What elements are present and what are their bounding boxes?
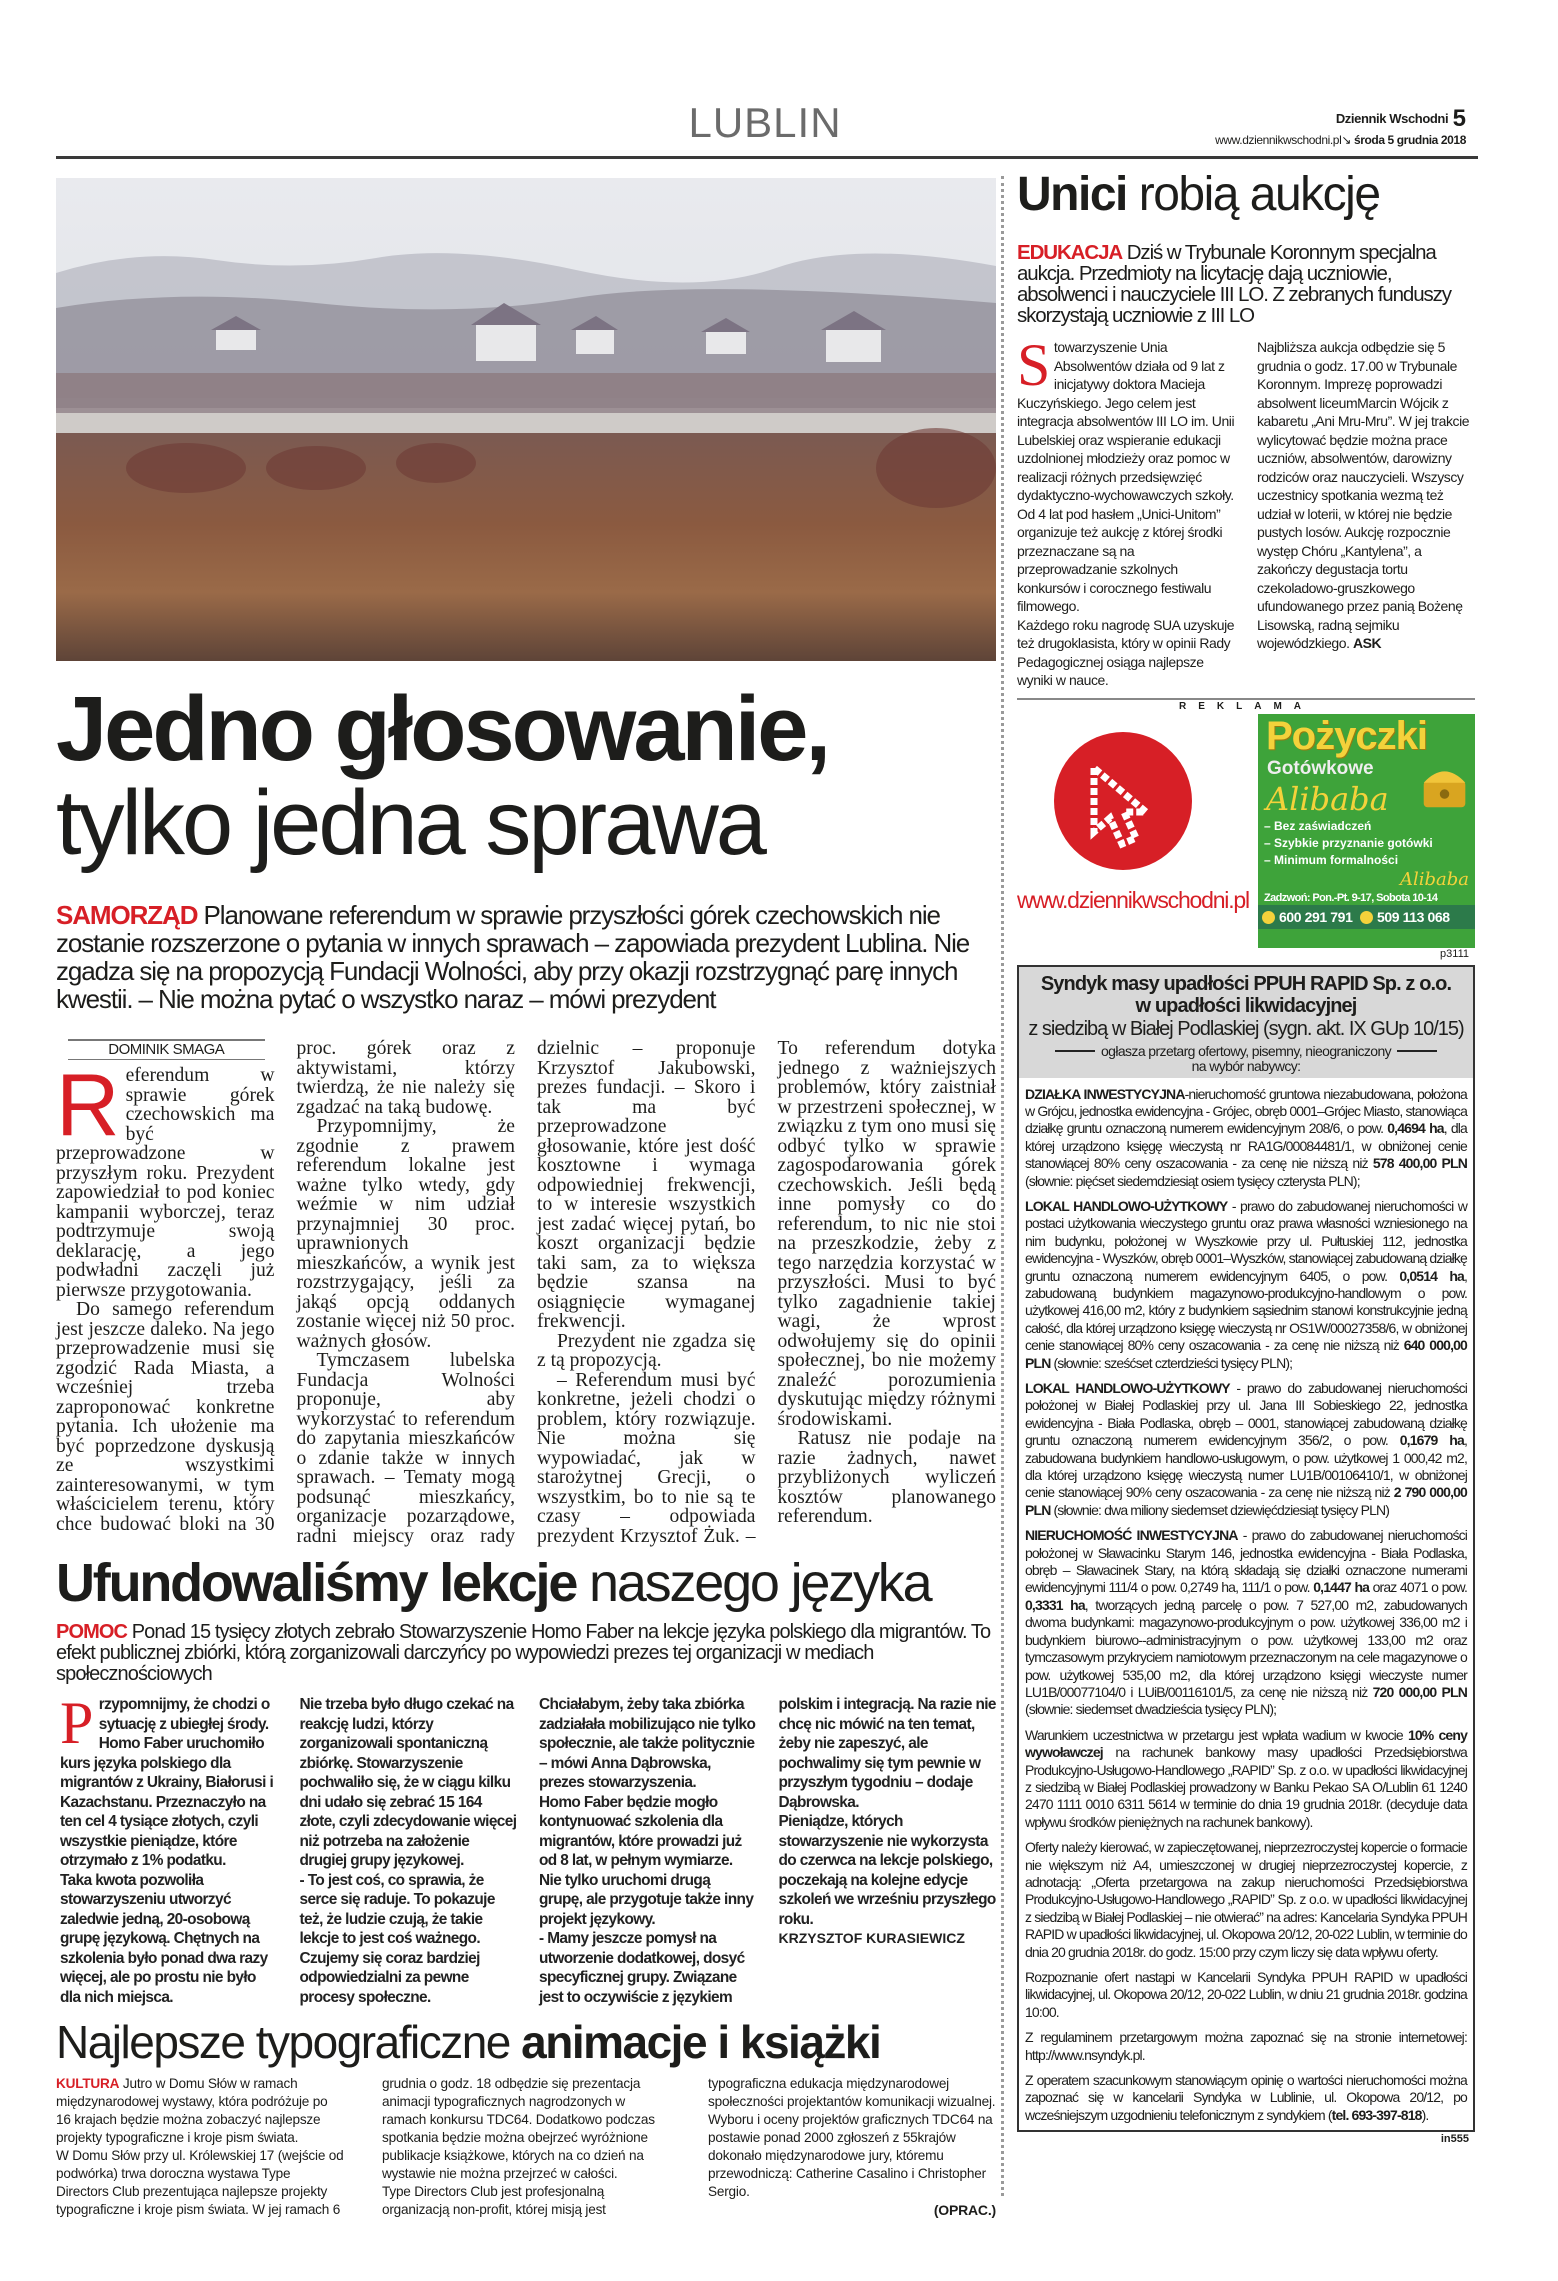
page-number: 5 xyxy=(1452,105,1466,132)
text-run: Z regulaminem przetargowym można zapoznać się na stronie internetowej: http://www.nsyndyk.pl. xyxy=(1025,2029,1467,2063)
text-run: 640 000,00 PLN xyxy=(1025,1337,1467,1371)
headline-line1: Jedno głosowanie, xyxy=(56,678,829,780)
text-run: (słownie: dwa miliony siedemset dziewięćdziesiąt tysięcy PLN) xyxy=(1050,1501,1390,1518)
dash-rule xyxy=(1397,1050,1437,1052)
text-run: , zabudowaną budynkiem magazynowo-produkcyjno-handlowym o pow. użytkowej 416,00 m2, który z budynkiem sąsiednim stanowi konstrukcyjnie jedną całość, dla której urządzono księgę wieczystą nr OS1W/00027358/6, w obniżonej cenie stanowiącej 80% ceny oszacowania - za cenę nie niższą niż xyxy=(1025,1267,1468,1354)
paragraph: Nie trzeba było długo czekać na reakcję ludzi, którzy zorganizowali spontaniczną zbiórkę. Stowarzyszenie pochwaliło się, że w ciągu kilku dni udało się zebrać 15 164 złote, czyli zdecydowanie więcej niż potrzeba na założenie drugiej grupy językowej. xyxy=(299,1696,517,1869)
second-lead xyxy=(56,1622,996,1685)
text-run: -nieruchomość gruntowa niezabudowana, położona w Grójcu, jednostka ewidencyjna - Grójec, obręb 0001–Grójec Miasto, stanowiąca działkę gruntu oznaczoną numerem ewidencyjnym 208/6, o pow. xyxy=(1025,1085,1467,1137)
paragraph: Do samego referendum jest jeszcze daleko. Na jego przeprowadzenie musi się zgodzić Rada Miasta, a wcześniej trzeba zaproponować konkretne pytania. Ich ułożenie ma być poprzedzone dyskusją ze wszystkimi zainteresowanymi, w tym właścicielem terenu, który chce budować bloki na 30 proc. górek oraz z aktywistami, którzy twierdzą, że nie należy się zgadzać na taką budowę. xyxy=(56,1038,515,1535)
loan-ad[interactable] xyxy=(1258,714,1475,948)
ads-row xyxy=(1017,714,1475,948)
legal-paragraph xyxy=(1025,1727,1467,1831)
kicker: SAMORZĄD xyxy=(56,900,198,930)
paragraph: Tymczasem lubelska Fundacja Wolności proponuje, aby wykorzystać to referendum do zapytania mieszkańców o zdanie także w innych sprawach. – Tematy mogą podsunąć mieszkańcy, organizacje pozarządowe, radni miejscy oraz rady dzielnic – proponuje Krzysztof Jakubowski, prezes fundacji. – Skoro i tak ma być przeprowadzone głosowanie, które jest dość kosztowne i wymaga odpowiedniej frekwencji, to w interesie wszystkich jest zadać więcej pytań, bo koszt organizacji będzie taki sam, za to większa będzie szansa na osiągnięcie wymaganej frekwencji. xyxy=(296,1038,756,1547)
legal-paragraph xyxy=(1025,1527,1467,1718)
legal-seat: z siedzibą w Białej Podlaskiej (sygn. akt. IX GUp 10/15) xyxy=(1028,1017,1464,1040)
mobile-phone-icon xyxy=(1262,911,1275,924)
unici-article-body xyxy=(1017,332,1475,690)
unici-lead xyxy=(1017,242,1475,326)
cursor-icon: ↘ xyxy=(1341,133,1351,148)
paragraph: Każdego roku nagrodę SUA uzyskuje też drugoklasista, który w opinii Rady Pedagogicznej osiąga najlepsze wyniki w nauce. xyxy=(1017,616,1235,688)
ad-bullets xyxy=(1258,818,1475,869)
paragraph: Prezydent nie zgadza się z tą propozycją. xyxy=(537,1330,756,1371)
treasure-chest-icon xyxy=(1419,760,1471,812)
legal-paragraph xyxy=(1025,1198,1467,1372)
intro-paragraph xyxy=(56,2075,344,2147)
text-run: - prawo do zabudowanej nieruchomości położonej w Białej Podlaskiej przy ul. Jana III Sobieskiego 22, jednostka ewidencyjna - Biała Podlaska, obręb – 0001, stanowiącej zabudowaną działkę gruntu oznaczoną numerem ewidencyjnym 356/2, o pow. xyxy=(1025,1380,1467,1449)
paragraph: Przypomnijmy, że chodzi o sytuację z ubiegłej środy. Homo Faber uruchomiło kurs języka polskiego dla migrantów z Ukrainy, Białorusi i Kazachstanu. Przeznaczyło na ten cel 4 tysiące złotych, czyli wszystkie pieniądze, które otrzymało z 1% podatku. xyxy=(60,1690,274,1869)
author: ASK xyxy=(1353,635,1382,651)
second-article-body xyxy=(56,1690,996,2007)
right-column xyxy=(1017,168,1475,2146)
legal-paragraph xyxy=(1025,1086,1467,1190)
paragraph: Przypomnijmy, że zgodnie z prawem referendum lokalne jest ważne tylko wtedy, gdy weźmie w nim udział przynajmniej 30 proc. uprawnionych mieszkańców, a wynik jest rozstrzygający, jeśli za jakąś opcją oddanych zostanie więcej niż 50 proc. ważnych głosów. xyxy=(296,1116,515,1352)
text-run: ). xyxy=(1421,2106,1429,2123)
third-headline xyxy=(56,2015,996,2069)
paragraph: W Domu Słów przy ul. Królewskiej 17 (wejście od podwórka) trwa doroczna wystawa Type Directors Club prezentująca najlepsze projekty typograficzne i kroje pism świata. W jej ramach 6 grudnia o godz. 18 odbędzie się prezentacja animacji typograficznych nagrodzonych w ramach konkursu TDC64. Dodatkowo podczas spotkania będzie można obejrzeć wyróżnione publikacje książkowe, których na co dzień na wystawie nie można przejrzeć w całości. xyxy=(56,2076,655,2217)
masthead xyxy=(1215,106,1466,148)
text-run: na rachunek bankowy masy upadłości Przedsiębiorstwa Produkcyjno-Usługowo-Handlowego „RAPID” Sp. z o.o. w upadłości likwidacyjnej z siedzibą w Białej Podlaskiej prowadzony w Banku Pekao SA O/Lublin 61 1240 2470 1111 0010 6311 5614 w terminie do dnia 19 grudnia 2018r. (decyduje data wpływu środków pieniężnych na rachunek bankowy). xyxy=(1025,1744,1467,1830)
issue-date: środa 5 grudnia 2018 xyxy=(1353,133,1466,148)
announce-line2: na wybór nabywcy: xyxy=(1191,1057,1301,1074)
lead-text: Ponad 15 tysięcy złotych zebrało Stowarzyszenie Homo Faber na lekcje języka polskiego dla migrantów. To efekt publicznej zbiórki, którą zorganizowali darczyńcy po wypowiedzi prezes tej organizacji w mediach społecznościowych xyxy=(56,1621,991,1685)
text-run: 0,1447 ha xyxy=(1313,1579,1370,1596)
text-run: Z operatem szacunkowym stanowiącym opinię o wartości nieruchomości można zapoznać się w kancelarii Syndyka w Lublinie, ul. Okopowa 20/12, po wcześniejszym uzgodnieniu telefonicznym z syndykiem ( xyxy=(1025,2072,1467,2123)
column-separator xyxy=(1001,176,1004,2196)
headline-bold: Unici xyxy=(1017,168,1127,221)
paragraph: - Mamy jeszcze pomysł na utworzenie dodatkowej, dosyć specyficznej grupy. Związane jest to oczywiście z językiem polskim i integracją. Na razie nie chcę nic mówić na ten temat, żeby nie zapeszyć, ale pochwalimy się tym pewnie w przyszłym tygodniu – dodaje Dąbrowska. xyxy=(539,1696,996,2006)
signature: (OPRAC.) xyxy=(933,2202,996,2218)
kicker: KULTURA xyxy=(56,2076,120,2091)
paragraph: Najbliższa aukcja odbędzie się 5 grudnia o godz. 17.00 w Trybunale Koronnym. Imprezę poprowadzi absolwent liceumMarcin Wójcik z kabaretu „Ani Mru-Mru”. W jej trakcie wylicytować będzie można prace uczniów, absolwentów, darowizny rodziców oraz nauczycieli. Wszyscy uczestnicy spotkania wezmą też udział w loterii, w której nie będzie pustych losów. Aukcję rozpocznie występ Chóru „Kantylena”, a zakończy degustacja tortu czekoladowo-gruszkowego ufundowanego przez panią Bożenę Lisowską, radną sejmiku wojewódzkiego. ASK xyxy=(1257,339,1470,651)
text-run: Warunkiem uczestnictwa w przetargu jest wpłata wadium w kwocie xyxy=(1025,1726,1408,1743)
legal-notice-header xyxy=(1019,967,1473,1078)
author: KRZYSZTOF KURASIEWICZ xyxy=(778,1930,965,1946)
site-promo[interactable] xyxy=(1017,714,1258,948)
paragraph: Pieniądze, których stowarzyszenie nie wykorzysta do czerwca na lekcje polskiego, poczekają na kolejne edycje szkoleń we wrześniu przyszłego roku. xyxy=(778,1813,996,1928)
text-run: 0,3331 ha xyxy=(1025,1596,1085,1613)
text-run: - prawo do zabudowanej nieruchomości położonej w Sławacinku Starym 146, jednostka ewidencyjna - Biała Podlaska, obręb – Sławacinek Stary, na którą składają się działki oznaczone numerami ewidencyjnymi 111/4 o pow. 0,2749 ha, 111/1 o pow. xyxy=(1025,1527,1468,1596)
ad-phones xyxy=(1258,905,1475,929)
lead-text: Dziś w Trybunale Koronnym specjalna aukcja. Przedmioty na licytację dają uczniowie, absolwenci i nauczyciele III LO. Z zebranych funduszy skorzystają uczniowie z III LO xyxy=(1017,241,1451,327)
text-run: LOKAL HANDLOWO-UŻYTKOWY xyxy=(1025,1197,1228,1214)
headline-regular: Najlepsze typograficzne xyxy=(56,2016,510,2068)
main-headline xyxy=(56,678,996,874)
photo-graphic xyxy=(56,178,996,661)
ad-subtitle: Gotówkowe xyxy=(1267,757,1374,779)
phone-number: 600 291 791 xyxy=(1279,908,1353,925)
main-lead xyxy=(56,901,996,1013)
text-run: , dla której urządzono księgę wieczystą nr RA1G/00084481/1, w obniżonej cenie stanowiącej 80% ceny oszacowania - za cenę nie niższą niż xyxy=(1025,1120,1467,1172)
legal-paragraph xyxy=(1025,1380,1467,1519)
paragraph: Referendum w sprawie górek czechowskich ma być przeprowadzone w przyszłym roku. Prezydent zapowiedział to pod koniec kampanii wyborczej, teraz podtrzymuje swoją deklarację, a jego podwładni zaczęli już pierwsze przygotowania. xyxy=(56,1055,275,1301)
paper-name: Dziennik Wschodni xyxy=(1335,111,1449,126)
text-run: (słownie: sześćset czterdzieści tysięcy PLN); xyxy=(1050,1354,1293,1371)
intro-text: Jutro w Domu Słów w ramach międzynarodowej wystawy, która podróżuje po 16 krajach będzie można zobaczyć najlepsze projekty typograficzne i kroje pism świata. xyxy=(56,2076,328,2145)
legal-paragraphs xyxy=(1019,1086,1473,2131)
text-run: Oferty należy kierować, w zapieczętowanej, nieprzezroczystej kopercie o formacie nie większym niż A4, umieszczonej w drugiej nieprzezroczystej kopercie, z adnotacją: „Oferta przetargowa na zakup nieruchomości Przedsiębiorstwa Produkcyjno-Usługowo-Handlowego „RAPID” Sp. z o.o. w upadłości likwidacyjnej z siedzibą w Białej Podlaskiej – nie otwierać” na adres: Kancelaria Syndyka PPUH RAPID w upadłości likwidacyjnej, ul. Okopowa 20/12, 20-022 Lublin, w terminie do dnia 20 grudnia 2018r. do godz. 15:00 przy czym liczy się data wpływu oferty. xyxy=(1025,1839,1467,1960)
text-run: , zabudowana budynkiem handlowo-usługowym, o pow. użytkowej 1 000,42 m2, dla której urządzono księgę wieczystą numer LU1B/00106410/1, w obniżonej cenie stanowiącej 90% ceny oszacowania - za cenę nie niższą niż xyxy=(1025,1432,1467,1501)
headline-bold: Ufundowaliśmy lekcje xyxy=(56,1553,577,1613)
section-title: LUBLIN xyxy=(688,99,842,146)
ad-middle xyxy=(1258,758,1475,818)
text-run: 0,1679 ha xyxy=(1399,1432,1464,1449)
cursor-icon xyxy=(1054,732,1192,870)
headline-line2: tylko jedna sprawa xyxy=(56,772,764,874)
landscape-photo xyxy=(56,178,996,661)
text-run: 2 790 000,00 PLN xyxy=(1025,1484,1467,1518)
text-run: LOKAL HANDLOWO-UŻYTKOWY xyxy=(1025,1380,1230,1396)
text-run: 578 400,00 PLN xyxy=(1372,1155,1467,1172)
ad-brand-small: Alibaba xyxy=(1399,868,1469,890)
ad-bullet: – Bez zaświadczeń xyxy=(1264,818,1372,833)
ad-title: Pożyczki xyxy=(1266,713,1427,758)
text-run: (słownie: pięćset siedemdziesiąt osiem tysięcy czterysta PLN); xyxy=(1025,1172,1360,1189)
left-column xyxy=(56,178,996,2219)
kicker: EDUKACJA xyxy=(1017,241,1123,264)
paragraph: Homo Faber będzie mogło kontynuować szkolenia dla migrantów, które prowadzi już od 8 lat, w pełnym wymiarze. Nie tylko uruchomi drugą grupę, ale przygotuje także inny projekt językowy. xyxy=(539,1793,754,1928)
main-article-body xyxy=(56,1039,996,1546)
legal-paragraph xyxy=(1025,2072,1467,2124)
phone-number: 509 113 068 xyxy=(1376,908,1450,925)
text-run: 10% ceny wywoławczej xyxy=(1025,1726,1468,1761)
paragraph: Taka kwota pozwoliła stowarzyszeniu utworzyć zaledwie jedną, 20-osobową grupę językową. Chętnych na szkolenia było ponad dwa razy więcej, ale po prostu nie było dla nich miejsca. xyxy=(60,1871,268,2006)
paragraph: Type Directors Club jest profesjonalną organizacją non-profit, której misją jest typograficzna edukacja międzynarodowej społeczności projektantów komunikacji wizualnej. Wyboru i oceny projektów graficznych TDC64 na postawie ponad 2000 zgłoszeń z 55krajów dokonało międzynarodowe jury, któremu przewodniczą: Catherine Casalino i Christopher Sergio. xyxy=(382,2076,996,2217)
unici-headline xyxy=(1017,168,1475,222)
dash-rule xyxy=(1055,1050,1095,1052)
announce-line1: ogłasza przetarg ofertowy, pisemny, nieograniczony xyxy=(1100,1042,1392,1059)
text-run: - prawo do zabudowanej nieruchomości w postaci użytkowania wieczystego gruntu oraz prawa własności wzniesionego na nim budynku, położonej w Wyszkowie przy ul. Pułtuskiej 112, jednostka ewidencyjna - Wyszków, obręb 0001–Wyszków, stanowiącej zabudowaną działkę gruntu oznaczoną numerem ewidencyjnym 6405, o pow. xyxy=(1025,1197,1468,1284)
paragraph: – Referendum musi być konkretne, jeżeli chodzi o problem, który rozwiązuje. Nie można się wypowiadać, jak w starożytnej Grecji, o wszystkim, bo to nie są te czasy – odpowiada prezydent Krzysztof Żuk. – To referendum dotyka jednego z ważniejszych problemów, który zaistniał w przestrzeni społecznej, w związku z tym ono musi się odbyć tylko w sprawie zagospodarowania górek czechowskich. Jeśli będą inne pomysły co do referendum, to nic nie stoi na przeszkodzie, żeby z tego narzędzia korzystać w przyszłości. Musi to być tylko zagadnienie takiej wagi, że wprost odwołujemy się do opinii społecznej, bo nie możemy znaleźć porozumienia dyskutując między różnymi środowiskami. xyxy=(537,1038,996,1547)
site-url-link[interactable]: www.dziennikwschodni.pl xyxy=(1017,886,1249,913)
legal-notice xyxy=(1017,965,1475,2133)
byline: DOMINIK SMAGA xyxy=(68,1039,265,1060)
text-run: 0,0514 ha xyxy=(1399,1267,1464,1284)
legal-title-line2: w upadłości likwidacyjnej xyxy=(1135,994,1357,1017)
legal-paragraph xyxy=(1025,1839,1467,1961)
ad-hours: Zadzwoń: Pon.-Pt. 9-17, Sobota 10-14 xyxy=(1264,891,1438,904)
paragraph: Stowarzyszenie Unia Absolwentów działa od 9 lat z inicjatywy doktora Macieja Kuczyńskiego. Jego celem jest integracja absolwentów III LO im. Unii Lubelskiej oraz wspieranie edukacji uzdolnionej młodzieży oraz pomoc w realizacji różnych przedsięwzięć dydaktyczno-wychowawczych szkoły. Od 4 lat pod hasłem „Unici-Unitom” organizuje też aukcję z której środki przeznaczane są na przeprowadzanie szkolnych konkursów i corocznego festiwalu filmowego. xyxy=(1017,332,1235,614)
text-run: 0,4694 ha xyxy=(1387,1120,1444,1137)
text-run: DZIAŁKA INWESTYCYJNA xyxy=(1025,1085,1185,1102)
second-headline xyxy=(56,1552,996,1614)
headline-bold: animacje i książki xyxy=(521,2016,881,2068)
headline-regular: robią aukcję xyxy=(1138,168,1380,221)
text-run: NIERUCHOMOŚĆ INWESTYCYJNA xyxy=(1025,1527,1238,1544)
website-link[interactable]: www.dziennikwschodni.pl xyxy=(1215,133,1342,148)
ad-brand: Alibaba xyxy=(1266,779,1389,818)
text-run: 720 000,00 PLN xyxy=(1372,1683,1468,1700)
paragraph: Ratusz nie podaje na razie żadnych, nawet przybliżonych wyliczeń kosztów planowanego referendum. xyxy=(777,1428,996,1527)
text-run: tel. 693-397-818 xyxy=(1331,2106,1422,2123)
legal-title-line1: Syndyk masy upadłości PPUH RAPID Sp. z o.o. xyxy=(1040,972,1452,995)
lead-text: Planowane referendum w sprawie przyszłości górek czechowskich nie zostanie rozszerzone o pytania w innych sprawach – zapowiada prezydent Lublina. Nie zgadza się na propozycją Fundacji Wolności, aby przy okazji rozstrzygnąć parę innych kwestii. – Nie można pytać o wszystko naraz – mówi prezydent xyxy=(56,900,970,1014)
text-run: Rozpoznanie ofert nastąpi w Kancelarii Syndyka PPUH RAPID w upadłości likwidacyjnej, ul. Okopowa 20/12, 20-022 Lublin, w dniu 21 grudnia 2018r. godzina 10:00. xyxy=(1025,1969,1467,2020)
ad-code: p3111 xyxy=(1440,947,1469,960)
ad-bullet: – Minimum formalności xyxy=(1264,852,1399,867)
ad-bullet: – Szybkie przyznanie gotówki xyxy=(1264,835,1433,850)
phone-icon xyxy=(1360,911,1373,924)
legal-announce xyxy=(1023,1044,1469,1074)
legal-paragraph xyxy=(1025,1969,1467,2021)
text-run: oraz 4071 o pow. xyxy=(1369,1579,1467,1596)
legal-paragraph xyxy=(1025,2029,1467,2064)
headline-regular: naszego języka xyxy=(589,1553,931,1613)
ad-label: REKLAMA xyxy=(1179,700,1313,712)
site-promo-circle[interactable] xyxy=(1054,732,1192,870)
paragraph: - To jest coś, co sprawia, że serce się raduje. To pokazuje też, że ludzie czują, że takie lekcje to jest coś ważnego. Czujemy się coraz bardziej odpowiedzialni za pewne procesy społeczne. Chciałabym, żeby taka zbiórka zadziałała mobilizująco nie tylko społecznie, ale także politycznie – mówi Anna Dąbrowska, prezes stowarzyszenia. xyxy=(299,1696,756,2006)
ad-code: in555 xyxy=(1440,2133,1469,2146)
text-run: , tworzących jedną parcelę o pow. 7 527,00 m2, zabudowanych dwoma budynkami: magazynowo-produkcyjnym o pow. użytkowej 336,00 m2 i budynkiem biurowo--administracyjnym o pow. użytkowej 133,00 m2 oraz tymczasowym przykryciem namiotowym przeznaczonym na cele magazynowe o pow. użytkowej 535,00 m2, dla której urządzono księgi wieczyste numer LU1B/00077104/0 i LUiB/00116101/5, za cenę nie niższą niż xyxy=(1025,1596,1467,1700)
third-article-body xyxy=(56,2075,996,2219)
kicker: POMOC xyxy=(56,1621,128,1643)
text-run: (słownie: siedemset dwadzieścia tysięcy PLN); xyxy=(1025,1701,1277,1718)
header-rule xyxy=(56,156,1478,159)
